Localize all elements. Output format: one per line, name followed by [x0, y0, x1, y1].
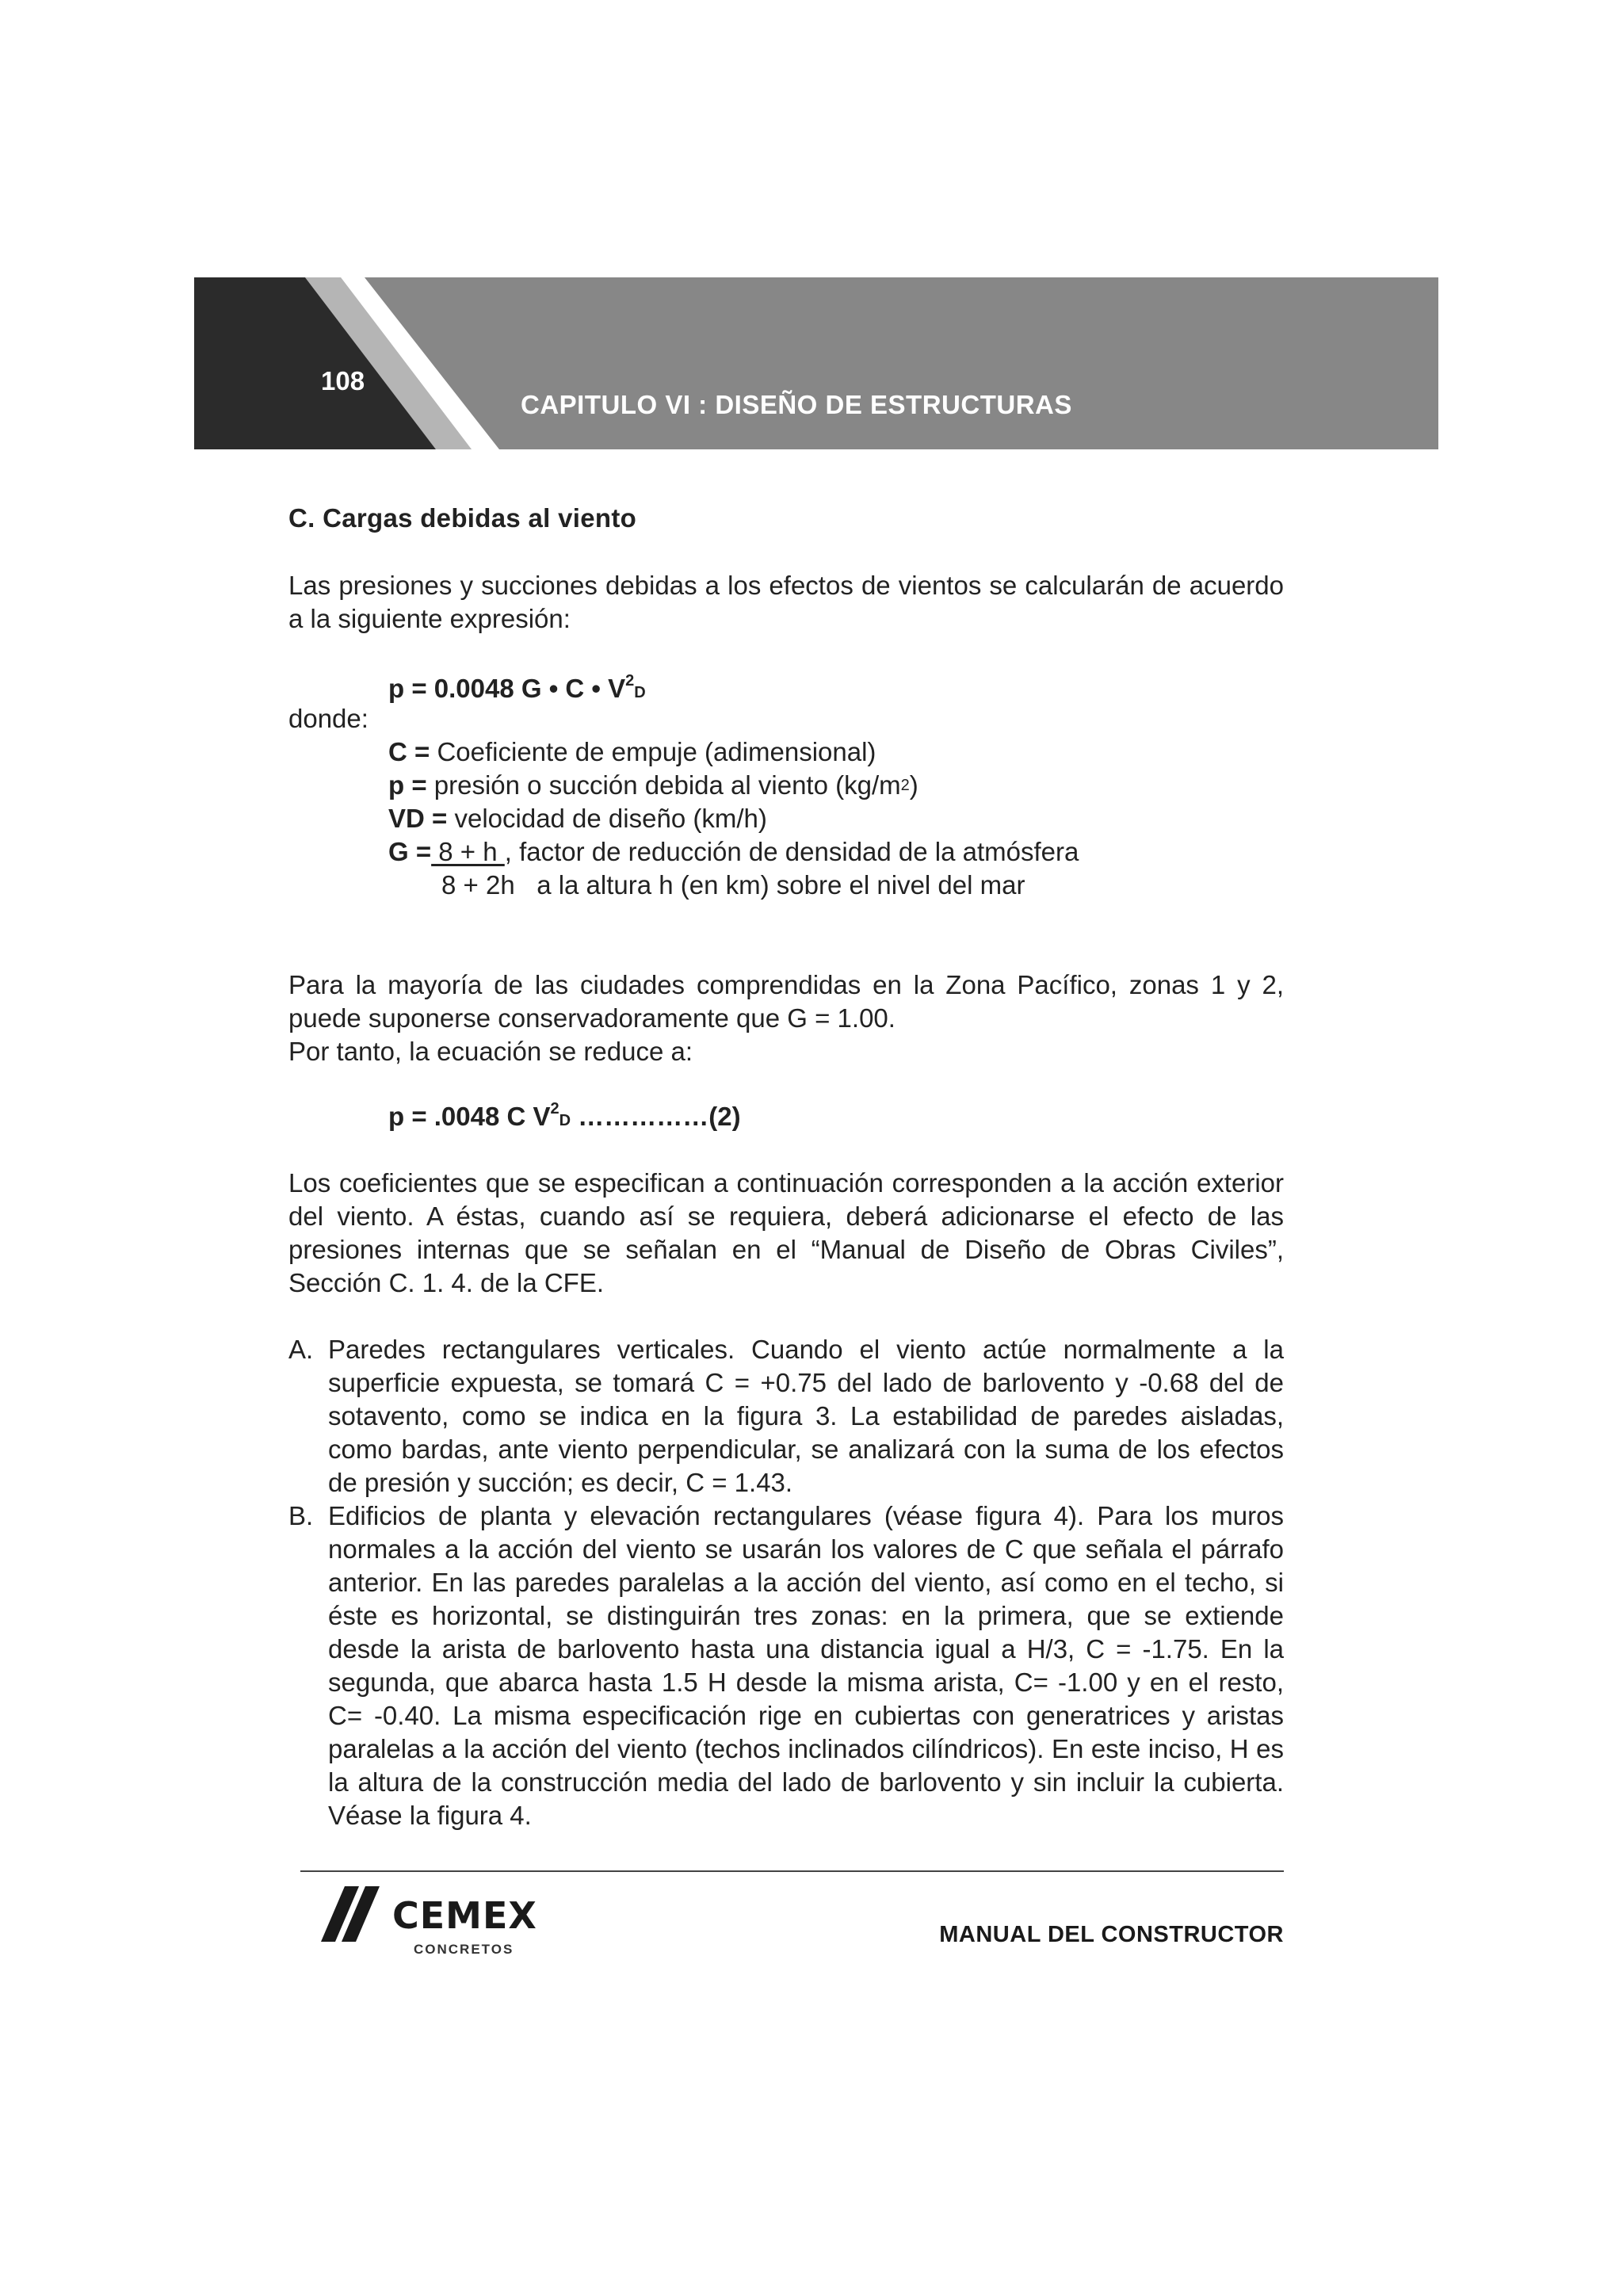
reduced-formula: p = .0048 C $V^2D$ ……………(2)	[388, 1100, 741, 1131]
manual-title: MANUAL DEL CONSTRUCTOR	[939, 1922, 1284, 1947]
g-numerator: 8 + h	[431, 837, 505, 866]
definition-p: p = presión o succión debida al viento $(kg/m^2)$	[388, 770, 918, 800]
list-text: Paredes rectangulares verticales. Cuando el viento actúe normalmente a la superficie expuesta, se tomará C = +0.75 del lado de barlovento y -0.68 del de sotavento, como se indica en la figura 3. La estabilidad de paredes aisladas, como bardas, ante viento perpendicular, se analizará con la suma de los efectos de presión y succión; es decir, C = 1.43.	[328, 1335, 1284, 1497]
section-title: C. Cargas debidas al viento	[288, 503, 637, 533]
list-text: Edificios de planta y elevación rectangulares (véase figura 4). Para los muros normales a la acción del viento se usarán los valores de C que señala el párrafo anterior. En las paredes paralelas a la acción del viento, así como en el techo, si éste es horizontal, se distinguirán tres zonas: en la primera, que se extiende desde la arista de barlovento hasta una distancia igual a H/3, C = -1.75. En la segunda, que abarca hasta 1.5 H desde la misma arista, C= -1.00 y en el resto, C= -0.40. La misma especificación rige en cubiertas con generatrices y aristas paralelas a la acción del viento (techos inclinados cilíndricos). En este inciso, H es la altura de la construcción media del lado de barlovento y sin incluir la cubierta. Véase la figura 4.	[328, 1501, 1284, 1830]
footer-rule	[300, 1870, 1284, 1872]
definition-vd: VD = velocidad de diseño (km/h)	[388, 804, 767, 833]
cemex-logo	[321, 1886, 537, 1966]
header-corner-graphic	[194, 277, 511, 449]
definition-c: C = Coeficiente de empuje (adimensional)	[388, 737, 876, 766]
reduced-equation-intro: Por tanto, la ecuación se reduce a:	[288, 1037, 693, 1066]
list-letter: B.	[288, 1501, 314, 1530]
logo-word: CEMEX	[392, 1894, 537, 1937]
zona-pacifico-paragraph: Para la mayoría de las ciudades comprendidas en la Zona Pacífico, zonas 1 y 2, puede suponerse conservadoramente que G = 1.00.	[288, 970, 1284, 1033]
definition-g: G = 8 + h , factor de reducción de densidad de la atmósfera	[388, 837, 1079, 866]
list-letter: A.	[288, 1335, 314, 1364]
page-number: 108	[321, 366, 365, 395]
coefficients-paragraph: Los coeficientes que se especifican a continuación corresponden a la acción exterior del viento. A éstas, cuando así se requiera, deberá adicionarse el efecto de las presiones internas que se señalan en el “Manual de Diseño de Obras Civiles”, Sección C. 1. 4. de la CFE.	[288, 1168, 1284, 1297]
logo-subtitle: CONCRETOS	[414, 1942, 514, 1957]
chapter-title: CAPITULO VI : DISEÑO DE ESTRUCTURAS	[521, 390, 1072, 419]
g-denominator: 8 + 2h	[441, 870, 515, 900]
cemex-slash-icon	[321, 1886, 392, 1942]
wind-pressure-formula: p = 0.0048 G • C • $V^2D$	[388, 672, 646, 703]
intro-paragraph: Las presiones y succiones debidas a los efectos de vientos se calcularán de acuerdo a la siguiente expresión:	[288, 571, 1284, 633]
g-denominator-line: 8 + 2h a la altura h (en km) sobre el nivel del mar	[441, 870, 1025, 900]
donde-label: donde:	[288, 704, 369, 733]
